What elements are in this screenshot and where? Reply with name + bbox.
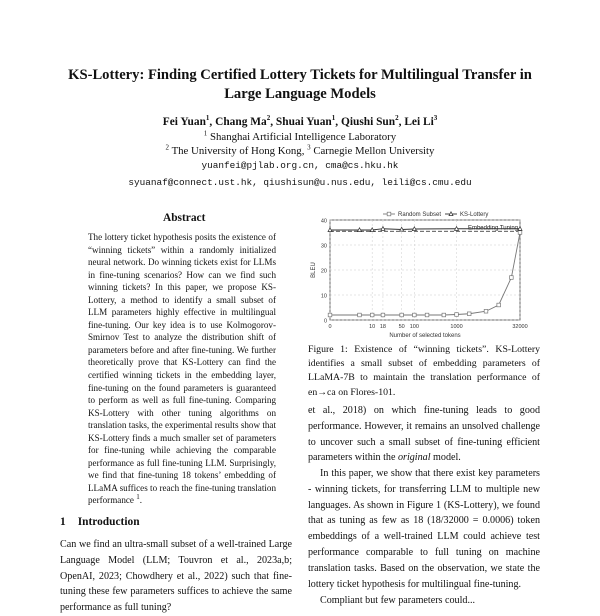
- data-point: [442, 313, 446, 317]
- author-affil-mark: 2: [266, 114, 271, 123]
- title-line-2: Large Language Models: [224, 86, 376, 102]
- data-point: [370, 313, 374, 317]
- author-affil-mark: 3: [433, 114, 438, 123]
- affiliation-2: [40, 145, 560, 157]
- x-tick-label: 100: [409, 324, 419, 330]
- author: Fei Yuan: [162, 116, 206, 128]
- data-point: [518, 231, 522, 235]
- data-point: [381, 313, 385, 317]
- footnote-mark[interactable]: 1: [136, 493, 140, 502]
- affiliation-text: The University of Hong Kong,: [171, 145, 305, 157]
- x-tick-label: 0: [328, 324, 332, 330]
- paper-title: [40, 66, 560, 104]
- data-point: [413, 313, 417, 317]
- data-point: [467, 312, 471, 316]
- y-tick-label: 20: [320, 268, 327, 275]
- x-tick-label: 18: [379, 324, 387, 330]
- data-point: [425, 313, 429, 317]
- abstract-end: .: [139, 495, 143, 506]
- x-tick-label: 1000: [450, 324, 463, 330]
- y-tick-label: 10: [320, 293, 327, 300]
- y-tick-label: 0: [323, 318, 327, 325]
- section-title: Introduction: [77, 516, 140, 528]
- data-point: [497, 303, 501, 307]
- x-axis-label: Number of selected tokens: [389, 333, 461, 339]
- affiliation-text: Shanghai Artificial Intelligence Laboratory: [210, 131, 397, 143]
- data-point: [510, 276, 514, 280]
- affil-mark: 1: [203, 129, 208, 138]
- author-affil-mark: 1: [331, 114, 336, 123]
- x-tick-label: 32000: [512, 324, 528, 330]
- reference-line-label: Embedding Tuning: [467, 225, 518, 232]
- abstract-heading: Abstract: [163, 212, 206, 224]
- section-number: 1: [60, 516, 66, 528]
- x-tick-label: 10: [369, 324, 376, 330]
- y-axis-label: BLEU: [311, 262, 317, 278]
- data-point: [328, 313, 332, 317]
- author-affil-mark: 1: [205, 114, 210, 123]
- author: Qiushi Sun: [340, 116, 396, 128]
- data-point: [484, 309, 488, 313]
- abstract-body: The lottery ticket hypothesis posits the existence of “winning tickets” within a randomly initialized neural network. Do winning tickets exist for LLMs in fine-tuning scenarios? How can we find such winning tickets? In this paper, we propose KS-Lottery, a method to identify a small subset of LLM parameters highly effective in multilingual fine-tuning. Our key idea is to use Kolmogorov-Smirnov Test to analyze the distribution shift of parameters before and after fine-tuning. We further theoretically prove that KS-Lottery can find the certified winning tickets in the embedding layer, fine-tuning on the found parameters is guaranteed to perform as well as full fine-tuning. Comparing KS-Lottery with other tuning algorithms on translation tasks, the experimental results show that KS-Lottery finds a much smaller set of parameters for fine-tuning while achieving the comparable performance as full fine-tuning LLM. Surprisingly, we find that fine-tuning 18 tokens’ embedding of LLaMA suffices to reach the fine-tuning translation performance: [88, 232, 276, 506]
- figure-caption: Figure 1: Existence of “winning tickets”. KS-Lottery identifies a small subset of embedding parameters of LLaMA-7B to maintain the translation performance of en→ca on Flores-101.: [308, 344, 540, 398]
- affiliation-1: [40, 131, 560, 143]
- y-tick-label: 40: [320, 218, 327, 225]
- title-line-1: KS-Lottery: Finding Certified Lottery Tickets for Multilingual Transfer in: [68, 67, 532, 83]
- right-paragraph-1: [308, 403, 540, 466]
- author: Shuai Yuan: [275, 116, 332, 128]
- affil-mark: 2: [165, 143, 170, 152]
- affil-mark: 3: [307, 143, 311, 152]
- legend-label: KS-Lottery: [460, 212, 489, 218]
- figure-1-chart: [308, 208, 540, 340]
- right-paragraph-2: In this paper, we show that there exist key parameters - winning tickets, for transferring LLM to multiple new languages. As shown in Figure 1 (KS-Lottery), we found that as tuning as few as 18 (18/32000 = 0.0006) token embeddings of a well-trained LLM could achieve test performance comparable to full tuning on machine translation tasks. Based on the observation, we state the lottery ticket hypothesis for multilingual fine-tuning.: [308, 468, 540, 590]
- emails-line-1[interactable]: yuanfei@pjlab.org.cn, cma@cs.hku.hk: [201, 160, 399, 171]
- introduction-text: Can we find an ultra-small subset of a well-trained Large Language Model (LLM; Touvron et al., 2023a,b; OpenAI, 2023; Chowdhery et al., 2022) such that fine-tuning these few parameters suffices to achieve the same performance as full tuning?: [60, 539, 292, 614]
- emails-line-2[interactable]: syuanaf@connect.ust.hk, qiushisun@u.nus.edu, leili@cs.cmu.edu: [128, 177, 472, 188]
- abstract-text: [88, 231, 276, 507]
- affiliation-text: Carnegie Mellon University: [313, 145, 435, 157]
- italic-word: original: [397, 452, 431, 464]
- paragraph-text: et al., 2018) on which fine-tuning leads to good performance. However, it remains an unsolved challenge to uncover such a small subset of fine-tuning efficient parameters within the: [308, 405, 540, 464]
- legend-marker: [387, 212, 391, 216]
- right-paragraph-3: Compliant but few parameters could...: [320, 595, 476, 606]
- paragraph-end: model.: [433, 452, 461, 464]
- x-tick-label: 50: [398, 324, 405, 330]
- author: Lei Li: [404, 116, 434, 128]
- data-point: [358, 313, 362, 317]
- author-affil-mark: 2: [395, 114, 399, 123]
- data-point: [400, 313, 404, 317]
- y-tick-label: 30: [320, 243, 327, 250]
- author-list: Fei Yuan$^1$, Chang Ma$^2$, Shuai Yuan$^1$, Qiushi Sun$^2$, Lei Li$^3$: [162, 114, 438, 128]
- legend-label: Random Subset: [398, 212, 442, 218]
- author: Chang Ma: [215, 116, 267, 128]
- section-heading-introduction: [60, 516, 140, 528]
- data-point: [455, 313, 459, 317]
